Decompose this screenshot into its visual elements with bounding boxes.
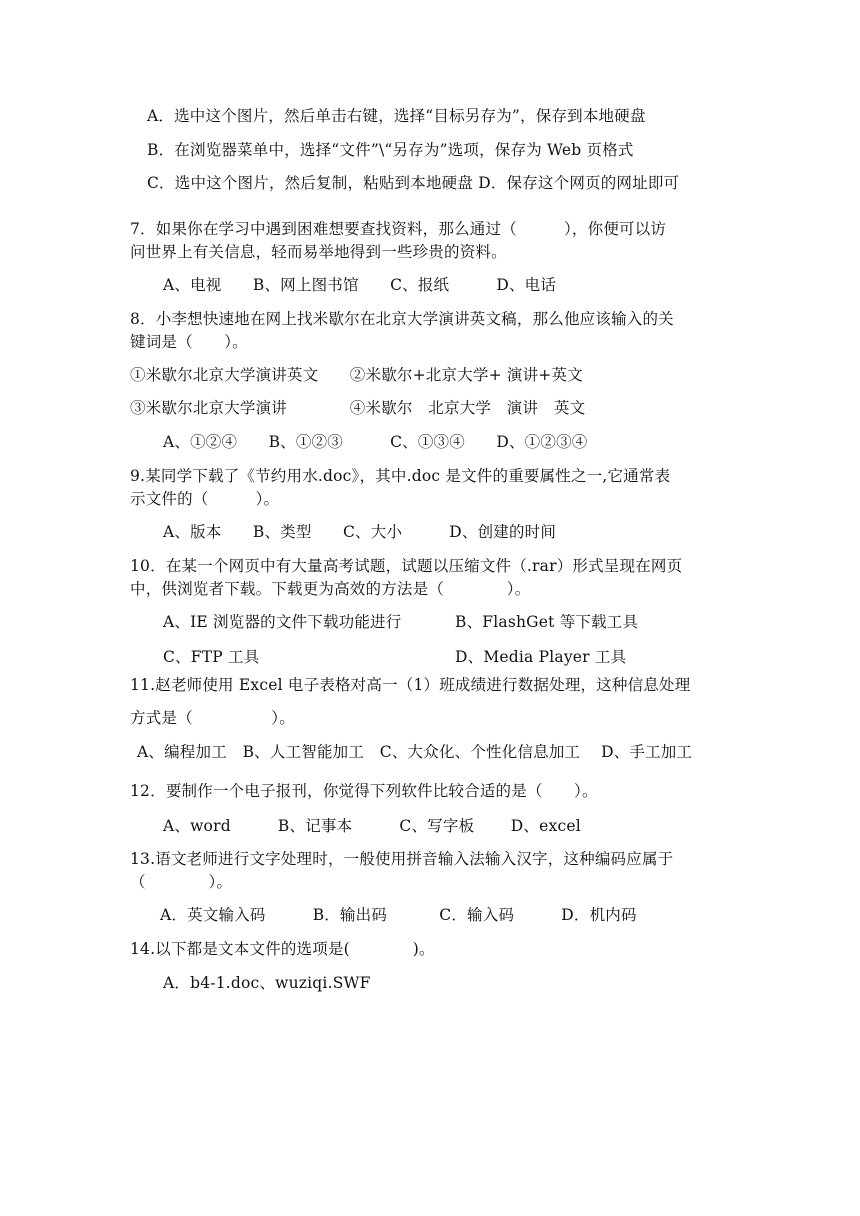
q9-stem-line1: 9.某同学下载了《节约用水.doc》，其中.doc 是文件的重要属性之一,它通常表 [130, 467, 671, 485]
q6-option-cd: C．选中这个图片，然后复制，粘贴到本地硬盘 D．保存这个网页的网址即可 [147, 174, 680, 192]
q12-options: A、word B、记事本 C、写字板 D、excel [163, 817, 581, 835]
q10-option-d: D、Media Player 工具 [455, 648, 627, 666]
q10-option-a: A、IE 浏览器的文件下载功能进行 [163, 613, 402, 631]
q8-choices-line2: ③米歇尔北京大学演讲 ④米歇尔 北京大学 演讲 英文 [130, 399, 586, 417]
q10-option-b: B、FlashGet 等下载工具 [455, 613, 639, 631]
q10-option-c: C、FTP 工具 [163, 648, 260, 666]
q13-stem-line1: 13.语文老师进行文字处理时，一般使用拼音输入法输入汉字，这种编码应属于 [130, 850, 674, 868]
q9-stem-line2: 示文件的（ ）。 [130, 490, 280, 508]
q6-option-b: B．在浏览器菜单中，选择“文件”\“另存为”选项，保存为 Web 页格式 [147, 141, 634, 159]
q14-stem: 14.以下都是文本文件的选项是( )。 [130, 940, 435, 958]
q11-stem-line2: 方式是（ ）。 [130, 709, 295, 727]
q8-stem-line1: 8．小李想快速地在网上找米歇尔在北京大学演讲英文稿，那么他应该输入的关 [130, 310, 674, 328]
q7-stem-line1: 7．如果你在学习中遇到困难想要查找资料，那么通过（ ），你便可以访 [130, 220, 667, 238]
q13-stem-line2: （ ）。 [130, 873, 233, 891]
q11-stem-line1: 11.赵老师使用 Excel 电子表格对高一（1）班成绩进行数据处理，这种信息处理 [130, 676, 691, 694]
q12-stem: 12．要制作一个电子报刊，你觉得下列软件比较合适的是（ ）。 [130, 782, 598, 800]
q9-options: A、版本 B、类型 C、大小 D、创建的时间 [163, 523, 557, 541]
q7-stem-line2: 问世界上有关信息，轻而易举地得到一些珍贵的资料。 [130, 243, 507, 261]
q7-options: A、电视 B、网上图书馆 C、报纸 D、电话 [163, 276, 557, 294]
q8-choices-line1: ①米歇尔北京大学演讲英文 ②米歇尔+北京大学+ 演讲+英文 [130, 366, 583, 384]
q10-stem-line1: 10．在某一个网页中有大量高考试题，试题以压缩文件（.rar）形式呈现在网页 [130, 557, 683, 575]
q8-options: A、①②④ B、①②③ C、①③④ D、①②③④ [163, 433, 588, 451]
q8-stem-line2: 键词是（ ）。 [130, 333, 248, 351]
q10-stem-line2: 中，供浏览者下载。下载更为高效的方法是（ ）。 [130, 580, 531, 598]
q13-options: A．英文输入码 B．输出码 C．输入码 D．机内码 [160, 906, 637, 924]
q11-options: A、编程加工 B、人工智能加工 C、大众化、个性化信息加工 D、手工加工 [137, 743, 693, 761]
q6-option-a: A．选中这个图片，然后单击右键，选择“目标另存为”，保存到本地硬盘 [147, 107, 646, 125]
q14-option-a: A．b4-1.doc、wuziqi.SWF [163, 974, 371, 992]
